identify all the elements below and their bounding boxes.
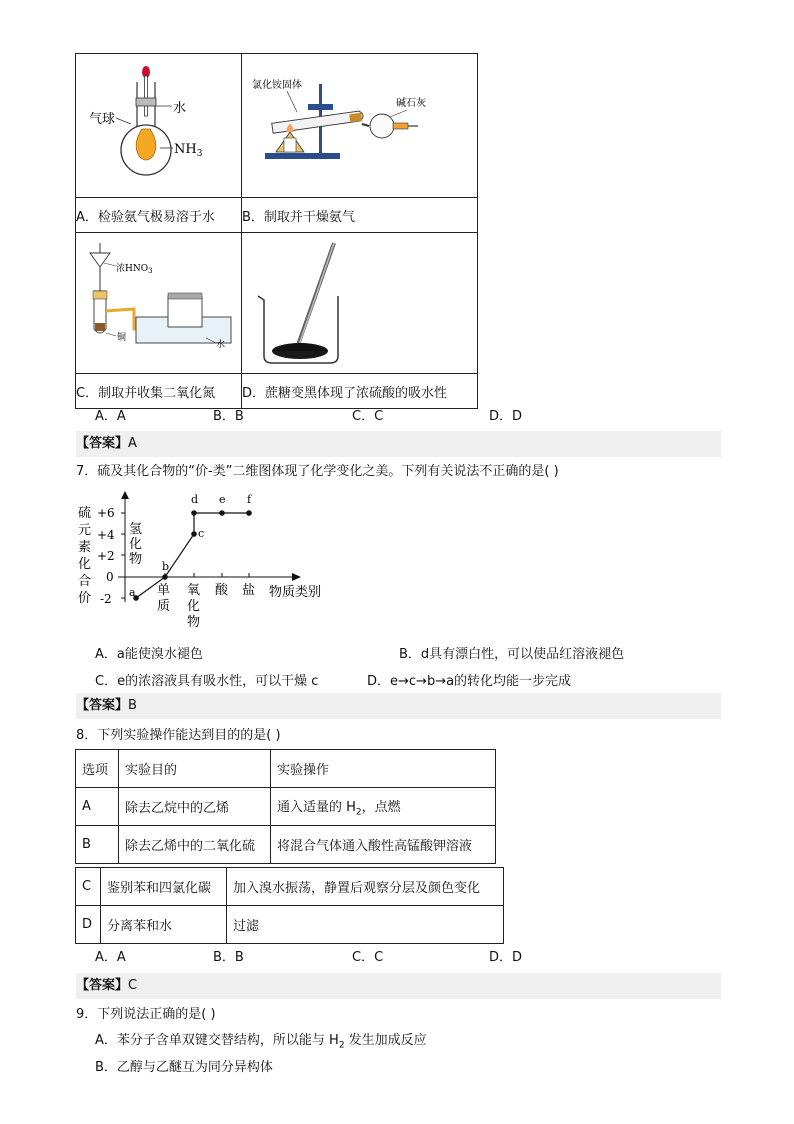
- q7-point-label: a: [129, 586, 136, 599]
- q8-header-purpose: 实验目的: [119, 750, 271, 788]
- table-row: [76, 868, 504, 906]
- q6-option-c: C．C: [352, 409, 384, 424]
- sugar-beaker-figure: [242, 233, 477, 369]
- q7-point-f: [246, 510, 252, 516]
- q7-yticks: [97, 506, 125, 606]
- q7-category-oxide: [187, 583, 200, 630]
- q7-point-d: [191, 510, 197, 516]
- q7-point-e: [219, 510, 225, 516]
- q8-row-a-option: A: [76, 788, 119, 826]
- q8-row-a-purpose: 除去乙烷中的乙烯: [119, 788, 271, 826]
- q8-row-a-operation: 通入适量的 $H_2$，点燃: [271, 788, 496, 826]
- svg-text:化: 化: [129, 537, 143, 552]
- svg-text:物: 物: [187, 615, 201, 630]
- q7-stem: 7．硫及其化合物的“价-类”二维图体现了化学变化之美。下列有关说法不正确的是( ): [76, 464, 559, 479]
- q8-row-b-option: B: [76, 826, 119, 864]
- q8-row-b-purpose: 除去乙烯中的二氧化硫: [119, 826, 271, 864]
- q6-caption-a: A．检验氨气极易溶于水: [76, 198, 242, 233]
- q7-point-label: c: [198, 527, 205, 540]
- q7-answer-bar: 【答案】B: [76, 693, 721, 719]
- q6-label-cu: 铜: [117, 333, 127, 343]
- q7-category-salt: 盐: [242, 583, 256, 598]
- q7-ylabel-char: 价: [78, 591, 92, 606]
- table-row: [76, 788, 496, 826]
- q6-caption-c: C．制取并收集二氧化氮: [76, 374, 242, 409]
- q8-row-d-purpose: 分离苯和水: [101, 906, 227, 944]
- q7-ytick: 0: [106, 570, 114, 584]
- svg-text:单: 单: [157, 583, 171, 598]
- no2-collection-figure: [76, 233, 241, 369]
- q7-ytick: +2: [97, 549, 115, 563]
- q8-stem: 8．下列实验操作能达到目的的是( ): [76, 728, 281, 743]
- q8-answer-bar: 【答案】C: [76, 973, 721, 999]
- svg-text:化: 化: [187, 599, 201, 614]
- q7-category-element: [157, 583, 170, 614]
- q8-option-b: B．B: [213, 950, 244, 965]
- q7-point-label: b: [162, 560, 170, 573]
- q8-row-b-operation: 将混合气体通入酸性高锰酸钾溶液: [271, 826, 496, 864]
- q6-label-hno3: 浓$HNO_3$: [116, 264, 153, 275]
- q6-apparatus-table: [75, 53, 478, 409]
- q7-ylabel-char: 素: [78, 540, 92, 555]
- ammonia-fountain-figure: [76, 54, 241, 193]
- q6-option-b: B．B: [213, 409, 244, 424]
- q8-row-c-purpose: 鉴别苯和四氯化碳: [101, 868, 227, 906]
- q7-point-label: f: [247, 493, 252, 506]
- q6-cell-a-figure: [76, 54, 242, 198]
- q8-answer: C: [128, 978, 138, 993]
- q8-row-d-operation: 过滤: [227, 906, 504, 944]
- q8-row-c-operation: 加入溴水振荡，静置后观察分层及颜色变化: [227, 868, 504, 906]
- q6-cell-d-figure: [242, 233, 478, 374]
- svg-text:氧: 氧: [187, 583, 201, 598]
- q7-ytick: +4: [97, 528, 115, 542]
- q7-point-b: [162, 574, 168, 580]
- svg-text:物: 物: [129, 552, 143, 567]
- q7-point-label: d: [191, 493, 199, 506]
- q6-label-lime: 碱石灰: [396, 98, 426, 109]
- table-row: [76, 826, 496, 864]
- table-row: [76, 906, 504, 944]
- q6-label-water-c: 水: [216, 340, 226, 350]
- q6-cell-b-figure: [242, 54, 478, 198]
- q7-ylabel-char: 硫: [78, 506, 92, 521]
- q7-option-d: D．e→c→b→a的转化均能一步完成: [367, 674, 572, 689]
- q7-option-b: B．d具有漂白性，可以使品红溶液褪色: [399, 647, 625, 662]
- q7-ylabel-char: 合: [78, 574, 92, 589]
- q7-answer: B: [128, 698, 137, 713]
- q6-answer: A: [128, 436, 137, 451]
- q6-option-d: D．D: [489, 409, 523, 424]
- q8-row-c-option: C: [76, 868, 101, 906]
- q9-option-a: A．苯分子含单双键交替结构，所以能与 $H_2$ 发生加成反应: [95, 1033, 427, 1051]
- q8-option-a: A．A: [95, 950, 126, 965]
- q7-point-label: e: [219, 493, 226, 506]
- q6-cell-c-figure: [76, 233, 242, 374]
- q7-ylabel-char: 化: [78, 557, 92, 572]
- q9-stem: 9．下列说法正确的是( ): [76, 1007, 216, 1022]
- q7-ylabel: [78, 506, 91, 606]
- q6-answer-bar: 【答案】A: [76, 431, 721, 457]
- q9-option-b: B．乙醇与乙醚互为同分异构体: [95, 1060, 273, 1075]
- q7-xlabel: 物质类别: [269, 585, 322, 600]
- q8-option-c: C．C: [352, 950, 384, 965]
- q6-caption-d: D．蔗糖变黑体现了浓硫酸的吸水性: [242, 374, 478, 409]
- q7-valence-class-chart: [76, 490, 346, 635]
- q6-label-nh4cl: 氯化铵固体: [252, 80, 302, 91]
- q8-header-operation: 实验操作: [271, 750, 496, 788]
- svg-text:质: 质: [157, 599, 171, 614]
- svg-text:氢: 氢: [129, 522, 143, 537]
- q7-ytick: +6: [97, 506, 115, 520]
- q6-label-water: 水: [173, 101, 187, 116]
- ammonia-preparation-figure: [242, 54, 477, 193]
- q7-ytick: -2: [100, 592, 112, 606]
- q7-ylabel-char: 元: [78, 523, 92, 538]
- q6-label-nh3: $NH_3$: [174, 142, 203, 159]
- q7-option-c: C．e的浓溶液具有吸水性，可以干燥 c: [95, 674, 319, 689]
- table-row: [76, 750, 496, 788]
- q7-option-a: A．a能使溴水褪色: [95, 647, 203, 662]
- q7-category-acid: 酸: [215, 583, 229, 598]
- q8-table-top: [75, 749, 496, 864]
- q7-category-hydride: [129, 522, 142, 567]
- q7-point-c: [191, 531, 197, 537]
- q8-option-d: D．D: [489, 950, 523, 965]
- q8-row-d-option: D: [76, 906, 101, 944]
- q8-table-bottom: [75, 867, 504, 944]
- q6-option-a: A．A: [95, 409, 126, 424]
- q6-caption-b: B．制取并干燥氨气: [242, 198, 478, 233]
- q6-label-balloon: 气球: [89, 112, 116, 127]
- q8-header-option: 选项: [76, 750, 119, 788]
